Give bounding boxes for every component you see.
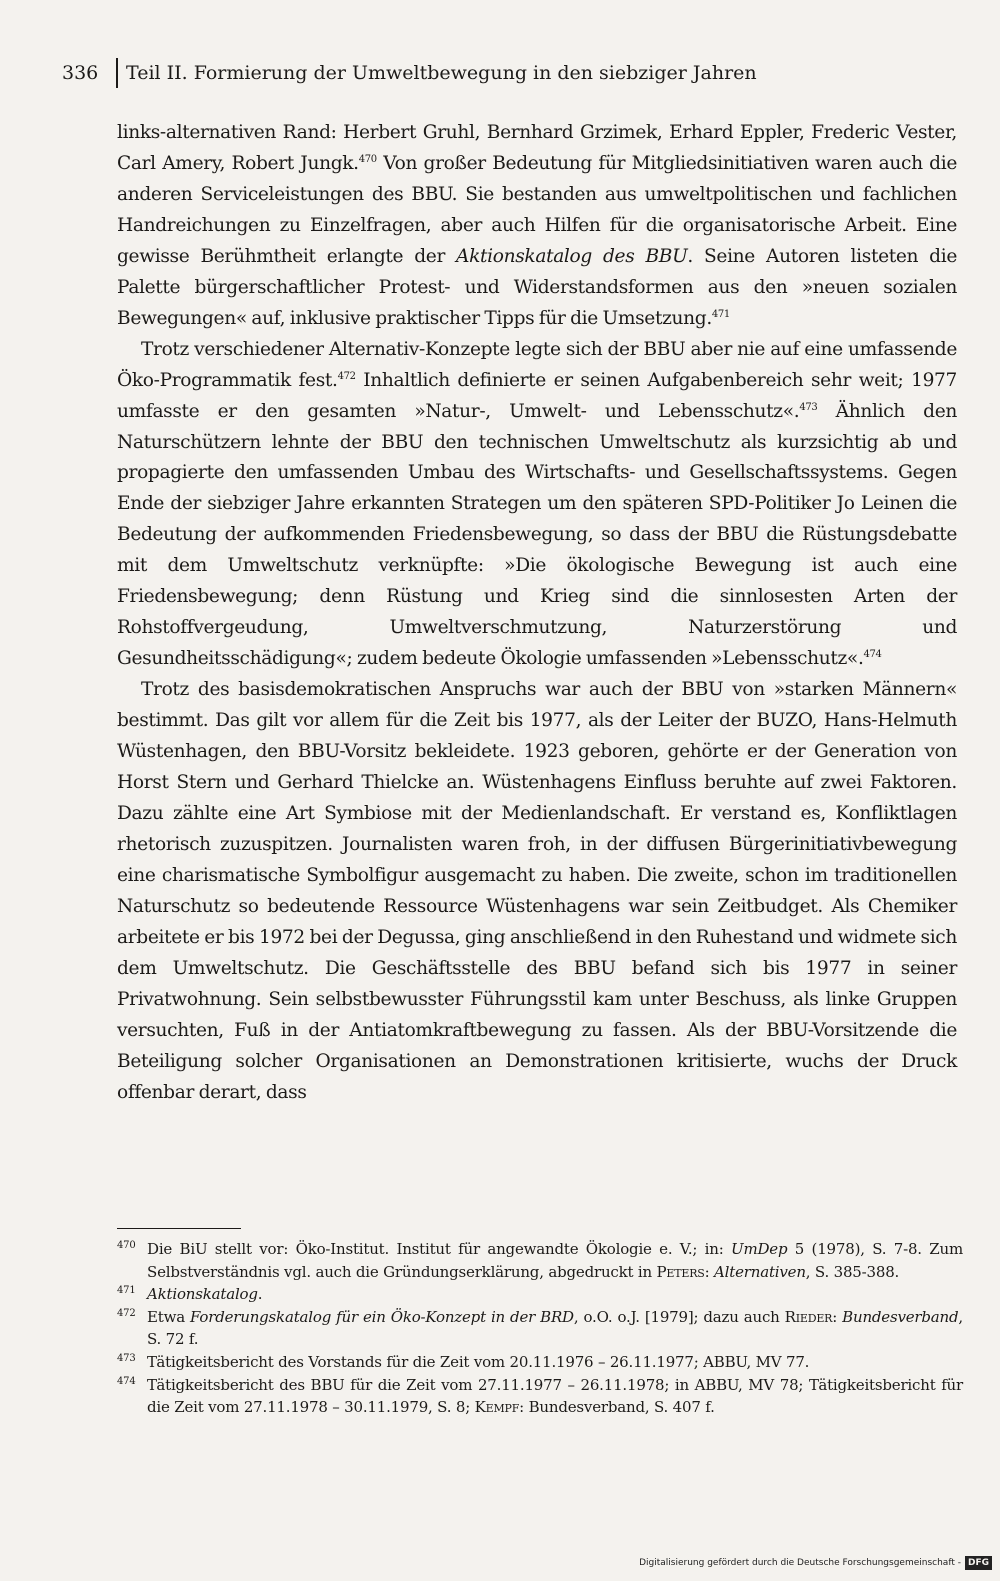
footnote: 470 Die BiU stellt vor: Öko-Institut. Institut für angewandte Ökologie e. V.; in: UmDep 5 (1978), S. 7-8. Zum Selbstverständnis vgl. auch die Gründungserklärung, abgedruckt in Peters: Alternativen, S. 385-388. xyxy=(117,1238,963,1283)
footnote-ref[interactable]: 473 xyxy=(799,401,818,413)
footnote-separator xyxy=(117,1228,241,1229)
footnote: 473 Tätigkeitsbericht des Vorstands für die Zeit vom 20.11.1976 – 26.11.1977; ABBU, MV 77. xyxy=(117,1351,963,1374)
running-title: Teil II. Formierung der Umweltbewegung in den siebziger Jahren xyxy=(126,62,757,84)
footnotes xyxy=(117,1238,963,1419)
footnote: 474 Tätigkeitsbericht des BBU für die Zeit vom 27.11.1977 – 26.11.1978; in ABBU, MV 78; Tätigkeitsbericht für die Zeit vom 27.11.1978 – 30.11.1979, S. 8; Kempf: Bundesverband, S. 407 f. xyxy=(117,1374,963,1419)
body-text xyxy=(117,118,957,1109)
footnote-number: 473 xyxy=(117,1352,136,1364)
footnote: 471 Aktionskatalog. xyxy=(117,1283,963,1306)
footnote: 472 Etwa Forderungskatalog für ein Öko-Konzept in der BRD, o.O. o.J. [1979]; dazu auch Rieder: Bundesverband, S. 72 f. xyxy=(117,1306,963,1351)
digitization-credit xyxy=(639,1554,992,1572)
credit-text: Digitalisierung gefördert durch die Deutsche Forschungsgemeinschaft - xyxy=(639,1558,961,1568)
header-divider xyxy=(116,58,118,88)
footnote-number: 474 xyxy=(117,1375,136,1387)
page-number: 336 xyxy=(62,62,99,84)
italic-title: Aktionskatalog des BBU xyxy=(456,245,688,267)
running-header xyxy=(62,58,942,92)
paragraph: Trotz des basisdemokratischen Anspruchs war auch der BBU von »starken Männern« bestimmt. Das gilt vor allem für die Zeit bis 1977, als der Leiter der BUZO, Hans-Helmuth Wüstenhagen, den BBU-Vorsitz bekleidete. 1923 geboren, gehörte er der Generation von Horst Stern und Gerhard Thielcke an. Wüstenhagens Einfluss beruhte auf zwei Faktoren. Dazu zählte eine Art Symbiose mit der Medienlandschaft. Er verstand es, Konfliktlagen rhetorisch zuzuspitzen. Journalisten waren froh, in der diffusen Bürgerinitiativbewegung eine charismatische Symbolfigur ausgemacht zu haben. Die zweite, schon im traditionellen Naturschutz so bedeutende Ressource Wüstenhagens war sein Zeitbudget. Als Chemiker arbeitete er bis 1972 bei der Degussa, ging anschließend in den Ruhestand und widmete sich dem Umweltschutz. Die Geschäftsstelle des BBU befand sich bis 1977 in seiner Privatwohnung. Sein selbstbewusster Führungsstil kam unter Beschuss, als linke Gruppen versuchten, Fuß in der Antiatomkraftbewegung zu fassen. Als der BBU-Vorsitzende die Beteiligung solcher Organisationen an Demonstrationen kritisierte, wuchs der Druck offenbar derart, dass xyxy=(117,679,957,1103)
footnote-ref[interactable]: 471 xyxy=(711,308,730,320)
dfg-logo: DFG xyxy=(965,1556,992,1570)
paragraph: links-alternativen Rand: Herbert Gruhl, Bernhard Grzimek, Erhard Eppler, Frederic Vester, Carl Amery, Robert Jungk.$^{470}$ Von großer Bedeutung für Mitgliedsinitiativen waren auch die anderen Serviceleistungen des BBU. Sie bestanden aus umweltpolitischen und fachlichen Handreichungen zu Einzelfragen, aber auch Hilfen für die organisatorische Arbeit. Eine gewisse Berühmtheit erlangte der Aktionskatalog des BBU. Seine Autoren listeten die Palette bürgerschaftlicher Protest- und Widerstandsformen aus den »neuen sozialen Bewegungen« auf, inklusive praktischer Tipps für die Umsetzung.$^{471}$ xyxy=(117,122,957,329)
footnote-ref[interactable]: 474 xyxy=(863,649,882,661)
footnote-number: 471 xyxy=(117,1285,136,1297)
paragraph: Trotz verschiedener Alternativ-Konzepte legte sich der BBU aber nie auf eine umfassende Öko-Programmatik fest.$^{472}$ Inhaltlich definierte er seinen Aufgabenbereich sehr weit; 1977 umfasste er den gesamten »Natur-, Umwelt- und Lebensschutz«.$^{473}$ Ähnlich den Naturschützern lehnte der BBU den technischen Umweltschutz als kurzsichtig ab und propagierte den umfassenden Umbau des Wirtschafts- und Gesellschaftssystems. Gegen Ende der siebziger Jahre erkannten Strategen um den späteren SPD-Politiker Jo Leinen die Bedeutung der aufkommenden Friedensbewegung, so dass der BBU die Rüstungsdebatte mit dem Umweltschutz verknüpfte: »Die ökologische Bewegung ist auch eine Friedensbewegung; denn Rüstung und Krieg sind die sinnlosesten Arten der Rohstoffvergeudung, Umweltverschmutzung, Naturzerstörung und Gesundheitsschädigung«; zudem bedeute Ökologie umfassenden »Lebensschutz«.$^{474}$ xyxy=(117,338,958,670)
footnote-ref[interactable]: 470 xyxy=(358,153,377,165)
footnote-number: 470 xyxy=(117,1240,136,1251)
footnote-ref[interactable]: 472 xyxy=(337,370,356,382)
footnote-number: 472 xyxy=(117,1307,136,1319)
